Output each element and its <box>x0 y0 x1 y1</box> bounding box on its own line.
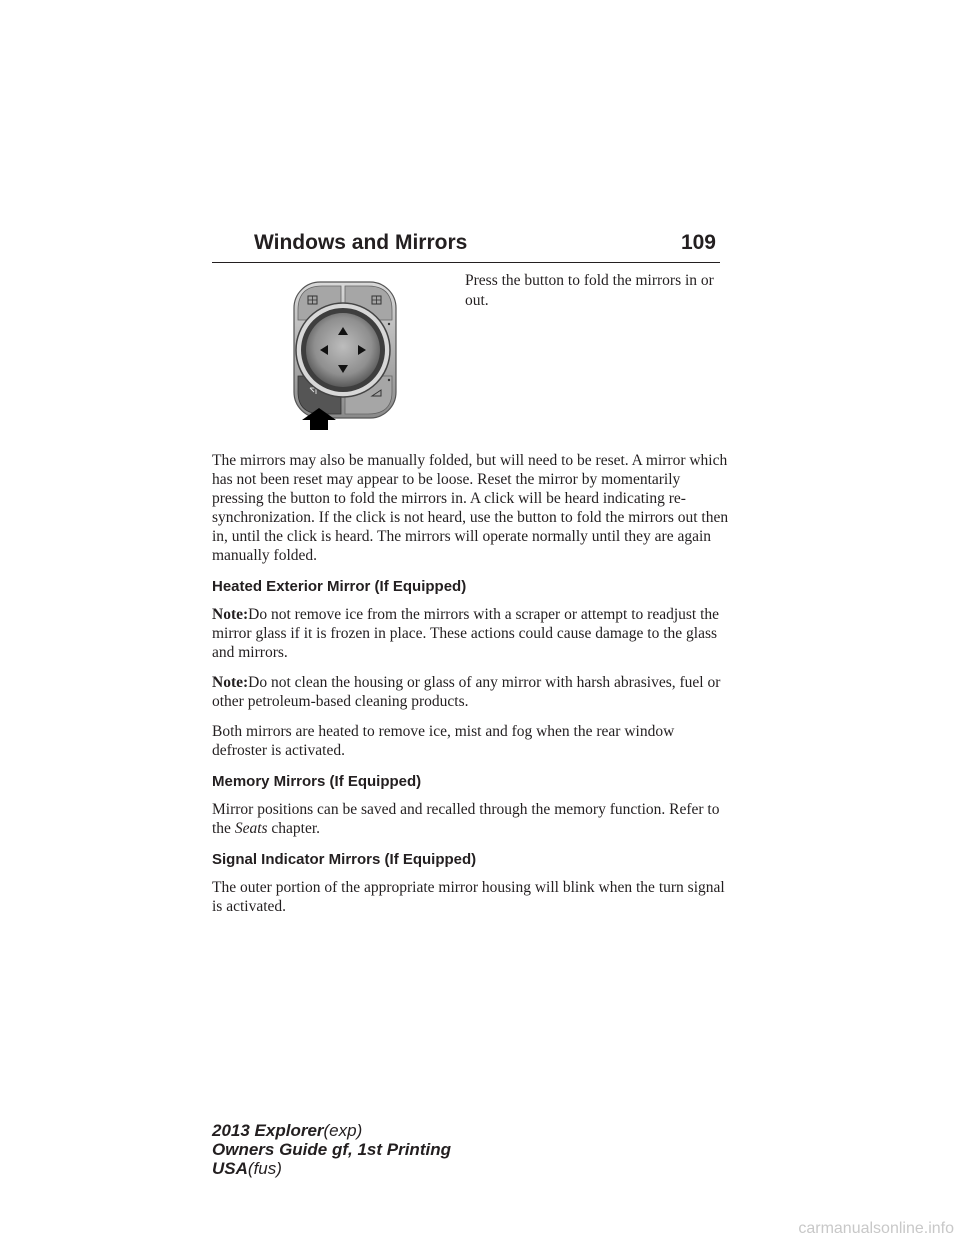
heated-note-1 <box>212 605 732 662</box>
page-body <box>212 451 732 927</box>
heated-mirror-heading: Heated Exterior Mirror (If Equipped) <box>212 578 467 595</box>
page-footer <box>212 1121 451 1178</box>
signal-body: The outer portion of the appropriate mirror housing will blink when the turn signal is activated. <box>212 879 725 915</box>
mirror-control-illustration <box>286 280 400 430</box>
reset-paragraph: The mirrors may also be manually folded, but will need to be reset. A mirror which has not been reset may appear to be loose. Reset the mirror by momentarily pressing the button to fold the mirrors in. A click will be heard indicating re-synchronization. If the click is not heard, use the button to fold the mirrors out then in, until the click is heard. The mirrors will operate normally until they are again manually folded. <box>212 452 729 564</box>
section-title: Windows and Mirrors <box>254 231 468 254</box>
page-header <box>212 230 720 263</box>
footer-line-2: Owners Guide gf, 1st Printing <box>212 1140 451 1159</box>
note-text: Do not remove ice from the mirrors with a scraper or attempt to readjust the mirror glass if it is frozen in place. These actions could cause damage to the glass and mirrors. <box>212 606 720 661</box>
note-text: Do not clean the housing or glass of any mirror with harsh abrasives, fuel or other petroleum-based cleaning products. <box>212 674 721 710</box>
heated-note-2 <box>212 673 732 711</box>
heated-body: Both mirrors are heated to remove ice, mist and fog when the rear window defroster is activated. <box>212 723 675 759</box>
footer-line-3: USA(fus) <box>212 1159 282 1178</box>
figure-caption: Press the button to fold the mirrors in or out. <box>465 272 714 309</box>
memory-body: Mirror positions can be saved and recalled through the memory function. Refer to the Seats chapter. <box>212 801 720 837</box>
note-label: Note: <box>212 674 249 691</box>
note-label: Note: <box>212 606 249 623</box>
watermark: carmanualsonline.info <box>798 1220 954 1237</box>
signal-mirror-heading: Signal Indicator Mirrors (If Equipped) <box>212 851 477 868</box>
page-number: 109 <box>680 231 716 254</box>
seats-reference: Seats <box>234 820 268 837</box>
memory-mirror-heading: Memory Mirrors (If Equipped) <box>212 773 422 790</box>
joystick-knob <box>306 313 380 387</box>
footer-line-1: 2013 Explorer(exp) <box>212 1121 363 1140</box>
